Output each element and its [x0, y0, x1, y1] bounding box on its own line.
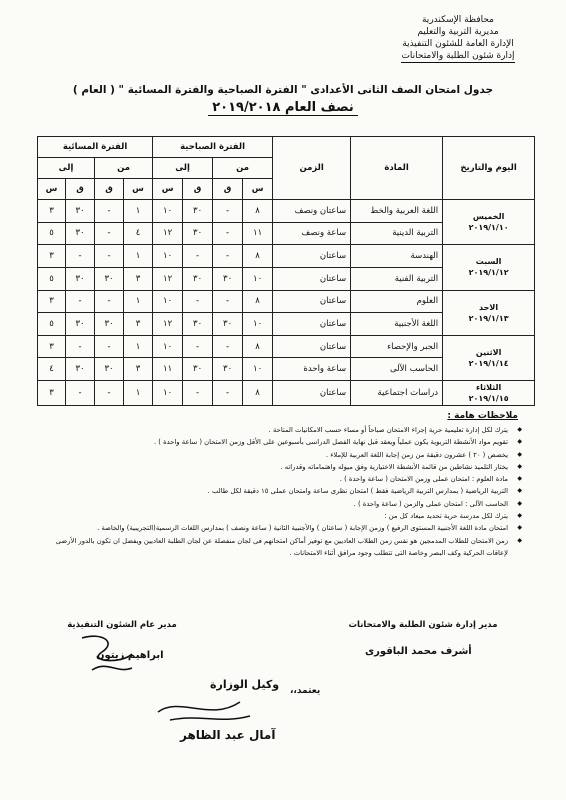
exam-date: ٢٠١٩/١/١٤ [468, 358, 509, 368]
day-date-cell [443, 335, 535, 380]
evening-time-cell: ٣ [38, 245, 66, 268]
table-row [38, 381, 535, 406]
morning-time-cell: ١٢ [153, 313, 183, 336]
notes-heading: ملاحظات هامة : [447, 411, 518, 421]
col-hour: س [153, 179, 183, 200]
evening-time-cell: ٣ [38, 335, 66, 358]
subject-cell: اللغة الأجنبية [351, 313, 443, 336]
duration-cell: ساعتان [273, 313, 351, 336]
evening-time-cell: - [95, 245, 124, 268]
evening-time-cell: ٥ [38, 222, 66, 245]
duration-cell: ساعتان [273, 290, 351, 313]
duration-cell: ساعتان [273, 267, 351, 290]
evening-time-cell: ٣٠ [95, 358, 124, 381]
evening-time-cell: ٣٠ [66, 358, 95, 381]
morning-time-cell: - [183, 290, 213, 313]
morning-time-cell: ١٢ [153, 267, 183, 290]
morning-time-cell: ٣٠ [213, 358, 243, 381]
evening-time-cell: ٣ [124, 267, 153, 290]
col-duration: الزمن [273, 137, 351, 200]
morning-time-cell: - [183, 381, 213, 406]
document-title: جدول امتحان الصف الثانى الأعدادى " الفترة الصباحية والفترة المسائية " ( العام ) [72, 84, 494, 96]
table-row [38, 335, 535, 358]
note-item: ◆ تقويم مواد الأنشطة التربوية يكون عملياً ويعقد قبل نهاية الفصل الدراسى بأسبوعين على الأقل وزمن الامتحان ( ساعة واحدة ) . [38, 436, 522, 448]
col-minute: ق [66, 179, 95, 200]
day-name: الثلاثاء [476, 383, 502, 393]
term-label: نصف العام ٢٠١٩/٢٠١٨ [208, 100, 358, 116]
students-affairs-director-name: أشرف محمد الباقورى [365, 646, 472, 657]
morning-time-cell: ٨ [243, 245, 273, 268]
exec-director-title: مدير عام الشئون التنفيذية [67, 620, 177, 630]
col-minute: ق [213, 179, 243, 200]
day-name: الاحد [479, 302, 499, 312]
subject-cell: الحاسب الآلى [351, 358, 443, 381]
duration-cell: ساعتان ونصف [273, 200, 351, 223]
col-day-date: اليوم والتاريخ [443, 137, 535, 200]
evening-time-cell: ٣٠ [95, 313, 124, 336]
day-date-cell [443, 245, 535, 290]
evening-time-cell: ١ [124, 381, 153, 406]
col-minute: ق [183, 179, 213, 200]
note-item: ◆ يختار التلميذ نشاطين من قائمة الأنشطة الاختيارية وفق ميوله واهتماماته وقدراته . [38, 461, 522, 473]
morning-time-cell: ١٠ [153, 200, 183, 223]
evening-time-cell: ٥ [38, 313, 66, 336]
day-date-cell [443, 200, 535, 245]
duration-cell: ساعة واحدة [273, 358, 351, 381]
morning-time-cell: ٨ [243, 335, 273, 358]
col-to: إلى [38, 158, 95, 179]
col-hour: س [38, 179, 66, 200]
evening-time-cell: ٣ [38, 290, 66, 313]
subject-cell: التربية الفنية [351, 267, 443, 290]
morning-time-cell: ٣٠ [183, 200, 213, 223]
subject-cell: العلوم [351, 290, 443, 313]
morning-time-cell: ١٠ [153, 335, 183, 358]
deputy-title: وكيل الوزارة [210, 678, 280, 691]
evening-time-cell: ٣٠ [66, 267, 95, 290]
evening-time-cell: ١ [124, 335, 153, 358]
morning-time-cell: ١٢ [153, 222, 183, 245]
evening-time-cell: ٣٠ [66, 313, 95, 336]
col-from: من [95, 158, 153, 179]
exam-date: ٢٠١٩/١/١٥ [468, 394, 509, 404]
header-line: الإدارة العامة للشئون التنفيذية [402, 39, 514, 49]
morning-time-cell: ٣٠ [183, 358, 213, 381]
evening-time-cell: - [66, 245, 95, 268]
morning-time-cell: ٣٠ [213, 267, 243, 290]
col-hour: س [124, 179, 153, 200]
duration-cell: ساعة ونصف [273, 222, 351, 245]
students-affairs-director-title: مدير إدارة شئون الطلبة والامتحانات [348, 620, 498, 630]
morning-time-cell: - [213, 200, 243, 223]
evening-time-cell: - [66, 290, 95, 313]
evening-time-cell: ٤ [38, 358, 66, 381]
duration-cell: ساعتان [273, 245, 351, 268]
subject-cell: الجبر والإحصاء [351, 335, 443, 358]
evening-time-cell: ٣ [38, 200, 66, 223]
col-minute: ق [95, 179, 124, 200]
evening-time-cell: ٣ [124, 358, 153, 381]
morning-time-cell: - [213, 290, 243, 313]
evening-time-cell: ٤ [124, 222, 153, 245]
evening-time-cell: ١ [124, 245, 153, 268]
evening-time-cell: ٣٠ [95, 267, 124, 290]
morning-time-cell: ٨ [243, 381, 273, 406]
morning-time-cell: ٨ [243, 290, 273, 313]
header-line: مديرية التربية والتعليم [417, 27, 499, 37]
morning-time-cell: ١٠ [153, 290, 183, 313]
table-row [38, 245, 535, 268]
col-subject: المادة [351, 137, 443, 200]
col-to: إلى [153, 158, 213, 179]
evening-time-cell: ١ [124, 200, 153, 223]
note-item: ◆ زمن الامتحان للطلاب المدمجين هو نفس زمن الطلاب العاديين مع توفير أماكن امتحانهم فى لجان منفصلة عن لجان الطلبة العاديين ويفضل ان تكون بالدور الأرضى لإعاقات الحركية وكف البصر وخاصة التى تتطلب وجود مرافق أثناء الامتحانات . [38, 535, 522, 560]
evening-time-cell: ١ [124, 290, 153, 313]
evening-time-cell: ٥ [38, 267, 66, 290]
evening-time-cell: - [66, 335, 95, 358]
morning-time-cell: ١١ [153, 358, 183, 381]
note-item: ◆ يترك لكل إدارة تعليمية حرية إجراء الامتحان صباحاً أو مساء حسب الامكانيات المتاحة . [38, 424, 522, 436]
day-name: السبت [475, 257, 502, 267]
note-item: ◆ يترك لكل مدرسة حرية تحديد ميعاد كل من : [38, 510, 522, 522]
duration-cell: ساعتان [273, 381, 351, 406]
evening-time-cell: ٣٠ [66, 200, 95, 223]
deputy-name: آمال عبد الظاهر [180, 728, 276, 742]
note-item: ◆ الحاسب الآلى : امتحان عملى والزمن ( ساعة واحدة ) . [38, 498, 522, 510]
signature-scribble-deputy [150, 692, 260, 728]
evening-time-cell: - [95, 200, 124, 223]
evening-time-cell: - [66, 381, 95, 406]
morning-time-cell: ٣٠ [183, 267, 213, 290]
evening-time-cell: ٣ [38, 381, 66, 406]
morning-time-cell: ١١ [243, 222, 273, 245]
note-item: ◆ مادة العلوم : امتحان عملى وزمن الامتحان ( ساعة واحدة ) . [38, 473, 522, 485]
evening-time-cell: - [95, 381, 124, 406]
day-name: الاثنين [475, 347, 502, 357]
subject-cell: دراسات اجتماعية [351, 381, 443, 406]
evening-time-cell: - [95, 335, 124, 358]
morning-time-cell: - [183, 335, 213, 358]
exec-director-name: ابراهيم زيتون [96, 650, 164, 661]
morning-time-cell: - [183, 245, 213, 268]
morning-time-cell: ٣٠ [183, 313, 213, 336]
notes-list [38, 424, 522, 559]
document-subtitle [0, 100, 566, 115]
exam-schedule-table [37, 136, 535, 406]
day-name: الخميس [472, 212, 505, 222]
exam-date: ٢٠١٩/١/١٣ [468, 313, 509, 323]
morning-time-cell: ١٠ [153, 381, 183, 406]
duration-cell: ساعتان [273, 335, 351, 358]
approval-label: يعتمد،، [290, 686, 321, 696]
table-row [38, 200, 535, 223]
header-line: إدارة شئون الطلبة والامتحانات [401, 51, 515, 61]
table-row [38, 290, 535, 313]
day-date-cell [443, 381, 535, 406]
col-morning: الفترة الصباحية [153, 137, 273, 158]
evening-time-cell: ٣٠ [66, 222, 95, 245]
morning-time-cell: ٨ [243, 200, 273, 223]
exam-date: ٢٠١٩/١/١٢ [468, 268, 509, 278]
col-hour: س [243, 179, 273, 200]
evening-time-cell: - [95, 290, 124, 313]
col-from: من [213, 158, 273, 179]
col-evening: الفترة المسائية [38, 137, 153, 158]
subject-cell: التربية الدينية [351, 222, 443, 245]
morning-time-cell: ١٠ [243, 358, 273, 381]
morning-time-cell: - [213, 222, 243, 245]
morning-time-cell: ١٠ [243, 267, 273, 290]
header-line: محافظة الإسكندرية [421, 15, 494, 25]
note-item: ◆ التربية الرياضية ( بمدارس التربية الرياضية فقط ) امتحان نظرى ساعة وامتحان عملى ١٥ دقيقة لكل طالب . [38, 485, 522, 497]
subject-cell: اللغة العربية والخط [351, 200, 443, 223]
morning-time-cell: ١٠ [243, 313, 273, 336]
exam-date: ٢٠١٩/١/١٠ [468, 223, 509, 233]
morning-time-cell: ١٠ [153, 245, 183, 268]
issuing-authority-header [388, 14, 528, 63]
morning-time-cell: - [213, 381, 243, 406]
subject-cell: الهندسة [351, 245, 443, 268]
morning-time-cell: - [213, 245, 243, 268]
morning-time-cell: ٣٠ [183, 222, 213, 245]
morning-time-cell: - [213, 335, 243, 358]
note-item: ◆ يخصص ( ٢٠ ) عشرون دقيقة من زمن إجابة اللغة العربية للإملاء . [38, 449, 522, 461]
evening-time-cell: ٣ [124, 313, 153, 336]
evening-time-cell: - [95, 222, 124, 245]
note-item: ◆ امتحان مادة اللغة الأجنبية المستوى الرفيع ) وزمن الإجابة ( ساعتان ) والأجنبية الثانية ( ساعة ونصف ) بمدارس اللغات الرسمية(التجريبية) والخاصة . [38, 522, 522, 534]
morning-time-cell: ٣٠ [213, 313, 243, 336]
day-date-cell [443, 290, 535, 335]
